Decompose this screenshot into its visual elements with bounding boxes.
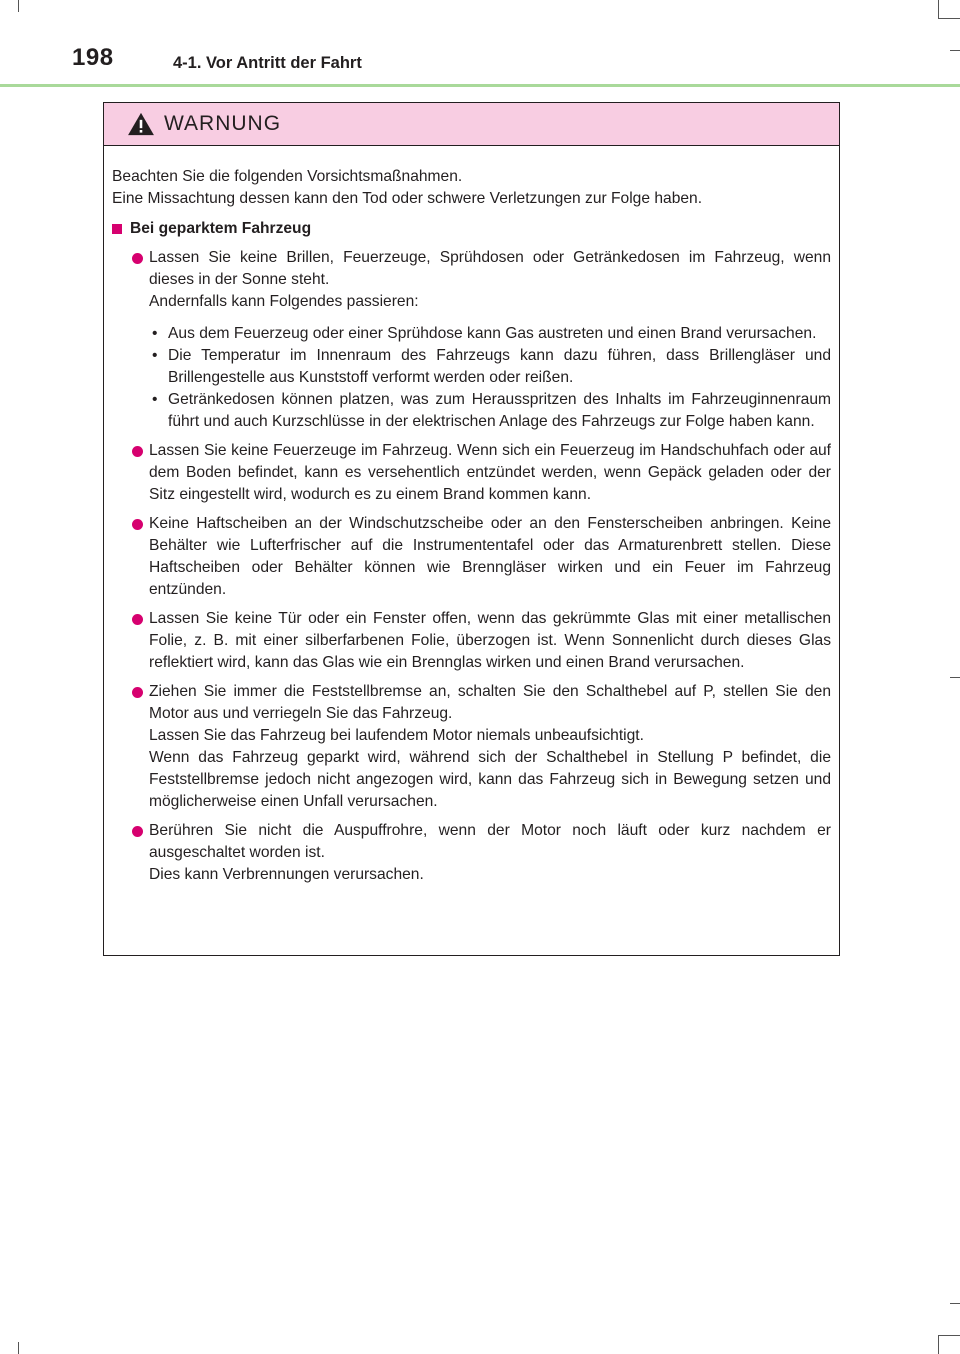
list-item	[112, 513, 831, 601]
sub-item	[149, 323, 831, 345]
item-text: Lassen Sie keine Brillen, Feuerzeuge, Sprühdosen oder Getränkedosen im Fahrzeug, wenn dieses in der Sonne steht.	[149, 249, 831, 288]
crop-mark	[950, 1303, 960, 1304]
crop-mark	[938, 1335, 939, 1354]
warning-triangle-icon	[126, 112, 156, 136]
crop-mark	[938, 0, 939, 18]
item-text: Dies kann Verbrennungen verursachen.	[149, 866, 424, 883]
bullet-icon	[132, 826, 143, 837]
subheading-text: Bei geparktem Fahrzeug	[130, 220, 312, 237]
list-item	[112, 440, 831, 506]
list-item	[112, 247, 831, 433]
item-text: Keine Haftscheiben an der Windschutzscheibe oder an den Fensterscheiben anbringen. Keine Behälter wie Lufterfrischer auf die Instrumententafel oder das Armaturenbrett stellen. Diese Haftscheiben oder Behälter können wie Brenngläser wirken und ein Feuer im Fahrzeug entzünden.	[149, 515, 831, 598]
crop-mark	[950, 50, 960, 51]
page-header	[0, 0, 960, 90]
dot-bullet-icon: •	[152, 347, 158, 364]
sub-item	[149, 389, 831, 433]
list-item	[112, 820, 831, 886]
warning-header	[104, 103, 839, 146]
section-title: 4-1. Vor Antritt der Fahrt	[173, 54, 362, 72]
crop-mark	[950, 677, 960, 678]
bullet-icon	[132, 519, 143, 530]
item-text: Wenn das Fahrzeug geparkt wird, während sich der Schalthebel in Stellung P befindet, die Feststellbremse jedoch nicht angezogen wird, kann das Fahrzeug sich in Bewegung setzen und möglicherweise einen Unfall verursachen.	[149, 749, 831, 810]
header-rule	[0, 84, 960, 87]
dot-bullet-icon: •	[152, 391, 158, 408]
sub-item-text: Aus dem Feuerzeug oder einer Sprühdose kann Gas austreten und einen Brand verursachen.	[168, 325, 817, 342]
bullet-icon	[132, 614, 143, 625]
item-text: Lassen Sie keine Tür oder ein Fenster offen, wenn das gekrümmte Glas mit einer metallischen Folie, z. B. mit einer silberfarbenen Folie, überzogen ist. Wenn Sonnenlicht durch dieses Glas reflektiert wird, kann das Glas wie ein Brennglas wirken und einen Brand verursachen.	[149, 610, 831, 671]
bullet-icon	[132, 446, 143, 457]
item-text: Andernfalls kann Folgendes passieren:	[149, 293, 419, 310]
bullet-icon	[132, 687, 143, 698]
warning-box	[103, 102, 840, 956]
item-text: Ziehen Sie immer die Feststellbremse an, schalten Sie den Schalthebel auf P, stellen Sie den Motor aus und verriegeln Sie das Fahrzeug.	[149, 683, 831, 722]
dot-bullet-icon: •	[152, 325, 158, 342]
crop-mark	[18, 1342, 19, 1354]
warning-title: WARNUNG	[164, 112, 282, 135]
list-item	[112, 681, 831, 813]
crop-mark	[938, 1335, 960, 1336]
list-item	[112, 608, 831, 674]
sub-item-text: Getränkedosen können platzen, was zum Herausspritzen des Inhalts im Fahrzeuginnenraum führt und auch Kurzschlüsse in der elektrischen Anlage des Fahrzeugs zur Folge haben kann.	[168, 391, 831, 430]
subheading	[112, 218, 831, 240]
item-text: Lassen Sie das Fahrzeug bei laufendem Motor niemals unbeaufsichtigt.	[149, 727, 644, 744]
item-text: Berühren Sie nicht die Auspuffrohre, wenn der Motor noch läuft oder kurz nachdem er ausgeschaltet worden ist.	[149, 822, 831, 861]
intro-line: Eine Missachtung dessen kann den Tod oder schwere Verletzungen zur Folge haben.	[112, 190, 703, 207]
page-number: 198	[72, 44, 114, 71]
crop-mark	[18, 0, 19, 12]
intro-line: Beachten Sie die folgenden Vorsichtsmaßnahmen.	[112, 168, 463, 185]
crop-mark	[938, 18, 960, 19]
bullet-icon	[132, 253, 143, 264]
warning-list	[112, 247, 831, 886]
sub-item	[149, 345, 831, 389]
warning-intro	[112, 166, 831, 210]
warning-body	[104, 146, 839, 886]
item-text: Lassen Sie keine Feuerzeuge im Fahrzeug. Wenn sich ein Feuerzeug im Handschuhfach oder auf dem Boden befindet, kann es versehentlich entzündet werden, wenn Gepäck geladen oder der Sitz eingestellt wird, wodurch es zu einem Brand kommen kann.	[149, 442, 831, 503]
sub-item-text: Die Temperatur im Innenraum des Fahrzeugs kann dazu führen, dass Brillengläser und Brillengestelle aus Kunststoff verformt werden oder reißen.	[168, 347, 831, 386]
sub-list	[149, 323, 831, 433]
square-bullet-icon	[112, 224, 122, 234]
